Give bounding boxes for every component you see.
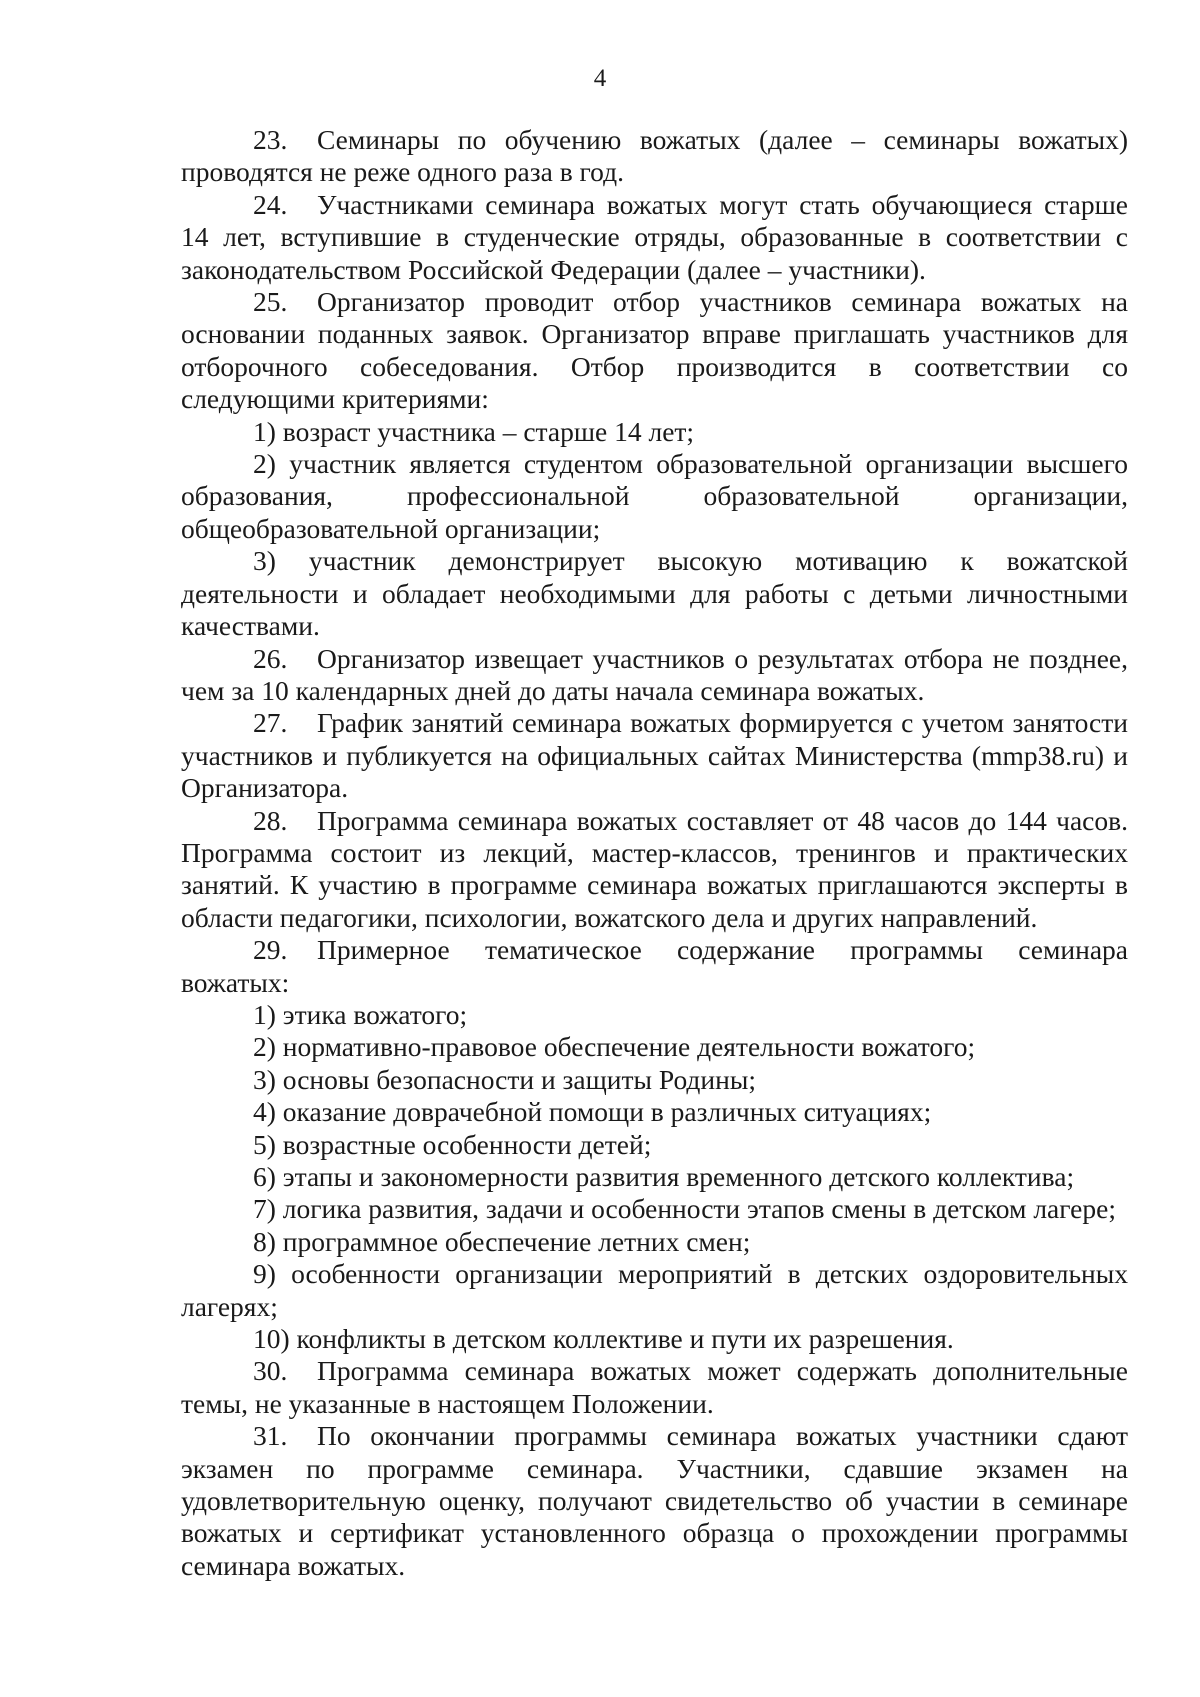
- list-item-text: 2) участник является студентом образовательной организации высшего образования, профессиональной образовательной организации, общеобразовательной организации;: [181, 448, 1128, 544]
- paragraph-text: Программа семинара вожатых может содержать дополнительные темы, не указанные в настоящем Положении.: [181, 1355, 1128, 1419]
- paragraph-number: 31.: [253, 1420, 288, 1452]
- paragraph-number: 25.: [253, 286, 288, 318]
- paragraph-29: [181, 934, 1128, 999]
- paragraph-23: [181, 124, 1128, 189]
- topic-item-5: [181, 1129, 1128, 1161]
- topic-item-3: [181, 1064, 1128, 1096]
- paragraph-text: Примерное тематическое содержание программы семинара вожатых:: [181, 934, 1128, 998]
- list-item-text: 7) логика развития, задачи и особенности этапов смены в детском лагере;: [253, 1193, 1116, 1225]
- paragraph-text: Организатор проводит отбор участников семинара вожатых на основании поданных заявок. Организатор вправе приглашать участников для отборочного собеседования. Отбор производится в соответствии со следующими критериями:: [181, 286, 1128, 415]
- paragraph-number: 27.: [253, 707, 288, 739]
- topic-item-4: [181, 1096, 1128, 1128]
- topic-item-10: [181, 1323, 1128, 1355]
- topic-item-7: [181, 1193, 1128, 1225]
- list-item-text: 2) нормативно-правовое обеспечение деятельности вожатого;: [253, 1031, 976, 1063]
- paragraph-text: График занятий семинара вожатых формируется с учетом занятости участников и публикуется на официальных сайтах Министерства (mmp38.ru) и Организатора.: [181, 707, 1128, 804]
- paragraph-text: По окончании программы семинара вожатых участники сдают экзамен по программе семинара. Участники, сдавшие экзамен на удовлетворительную оценку, получают свидетельство об участии в семинаре вожатых и сертификат установленного образца о прохождении программы семинара вожатых.: [181, 1420, 1128, 1581]
- document-body: [181, 124, 1128, 1582]
- paragraph-number: 24.: [253, 188, 288, 220]
- paragraph-31: [181, 1420, 1128, 1582]
- list-item-text: 10) конфликты в детском коллективе и пути их разрешения.: [253, 1323, 954, 1355]
- paragraph-text: Программа семинара вожатых составляет от 48 часов до 144 часов. Программа состоит из лекций, мастер-классов, тренингов и практических занятий. К участию в программе семинара вожатых приглашаются эксперты в области педагогики, психологии, вожатского дела и других направлений.: [181, 804, 1128, 933]
- criteria-item-2: [181, 448, 1128, 545]
- list-item-text: 9) особенности организации мероприятий в детских оздоровительных лагерях;: [181, 1258, 1128, 1322]
- paragraph-number: 26.: [253, 642, 288, 674]
- paragraph-26: [181, 643, 1128, 708]
- paragraph-text: Участниками семинара вожатых могут стать обучающиеся старше 14 лет, вступившие в студенческие отряды, образованные в соответствии с законодательством Российской Федерации (далее – участники).: [181, 188, 1128, 285]
- topic-item-8: [181, 1226, 1128, 1258]
- paragraph-text: Организатор извещает участников о результатах отбора не позднее, чем за 10 календарных дней до даты начала семинара вожатых.: [181, 642, 1128, 706]
- paragraph-text: Семинары по обучению вожатых (далее – семинары вожатых) проводятся не реже одного раза в год.: [181, 124, 1128, 188]
- list-item-text: 1) возраст участника – старше 14 лет;: [253, 415, 695, 447]
- paragraph-30: [181, 1355, 1128, 1420]
- list-item-text: 8) программное обеспечение летних смен;: [253, 1225, 751, 1257]
- topic-item-2: [181, 1031, 1128, 1063]
- paragraph-number: 23.: [253, 124, 288, 155]
- list-item-text: 6) этапы и закономерности развития временного детского коллектива;: [253, 1161, 1075, 1192]
- topic-item-1: [181, 999, 1128, 1031]
- paragraph-number: 29.: [253, 934, 288, 966]
- criteria-item-1: [181, 416, 1128, 448]
- list-item-text: 1) этика вожатого;: [253, 998, 468, 1030]
- topic-item-6: [181, 1161, 1128, 1193]
- list-item-text: 3) основы безопасности и защиты Родины;: [253, 1063, 756, 1095]
- list-item-text: 4) оказание доврачебной помощи в различных ситуациях;: [253, 1096, 932, 1128]
- criteria-item-3: [181, 545, 1128, 642]
- paragraph-27: [181, 707, 1128, 804]
- list-item-text: 5) возрастные особенности детей;: [253, 1128, 652, 1160]
- paragraph-24: [181, 189, 1128, 286]
- topic-item-9: [181, 1258, 1128, 1323]
- page-number: 4: [593, 65, 607, 92]
- list-item-text: 3) участник демонстрирует высокую мотивацию к вожатской деятельности и обладает необходимыми для работы с детьми личностными качествами.: [181, 545, 1128, 642]
- paragraph-25: [181, 286, 1128, 416]
- paragraph-number: 30.: [253, 1355, 288, 1387]
- paragraph-number: 28.: [253, 804, 288, 836]
- paragraph-28: [181, 805, 1128, 935]
